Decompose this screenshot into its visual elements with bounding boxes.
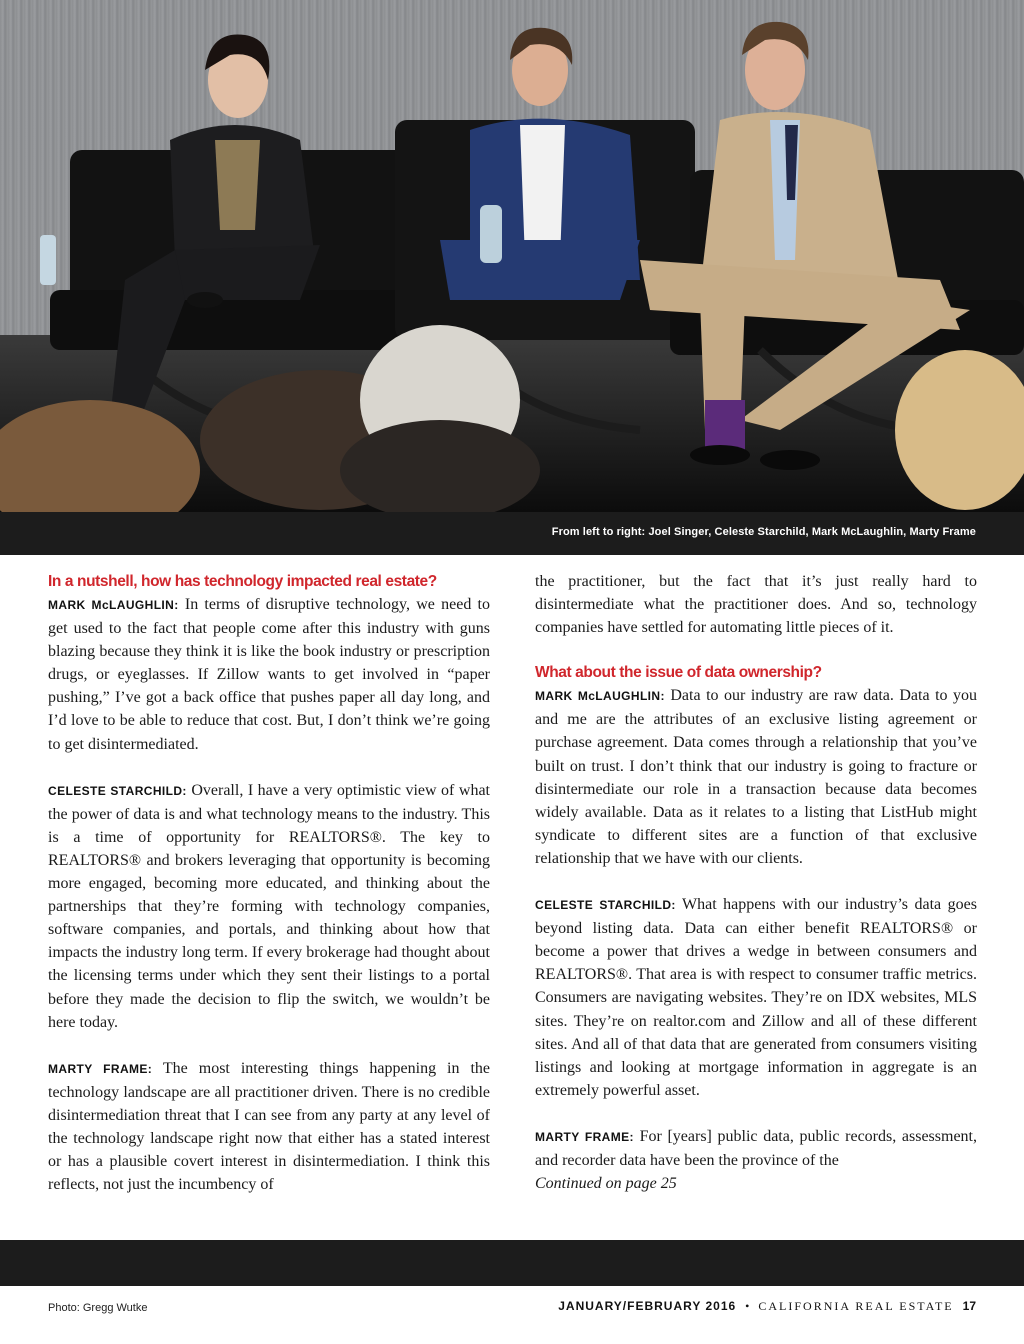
footer-separator: •: [745, 1299, 750, 1313]
issue-date: JANUARY/FEBRUARY 2016: [558, 1299, 737, 1313]
photo-caption: From left to right: Joel Singer, Celeste Starchild, Mark McLaughlin, Marty Frame: [551, 526, 976, 538]
answer-paragraph: [48, 779, 490, 1034]
page-number: 17: [962, 1299, 976, 1313]
answer-paragraph: [535, 1125, 977, 1172]
answer-paragraph: [48, 1057, 490, 1197]
magazine-name: CALIFORNIA REAL ESTATE: [758, 1299, 954, 1313]
answer-text: For [years] public data, public records, assessment, and recorder data have been the province of the: [535, 1127, 977, 1169]
page-footer: [558, 1299, 976, 1314]
answer-text: In terms of disruptive technology, we need to get used to the fact that people come after this industry with guns blazing because they think it is like the book industry or prescription drugs, or eyeglasses. If Zillow wants to get involved in “paper pushing,” I’ve got a back office that pushes paper all day long, and I’d love to be able to reduce that cost. But, I don’t think we’re going to get disintermediated.: [48, 596, 491, 753]
answer-text: The most interesting things happening in the technology landscape are all practitioner driven. There is no credible disintermediation threat that I can see from any party at any level of the technology landscape right now that either has a stated interest or has a plausible covert interest in disintermediation. I think this reflects, not just the incumbency of: [48, 1059, 490, 1194]
caption-bar: [0, 512, 1024, 555]
speaker-name: MARTY FRAME:: [535, 1129, 634, 1144]
answer-paragraph: [535, 570, 977, 639]
continued-note: Continued on page 25: [535, 1175, 677, 1193]
panel-photo: [0, 0, 1024, 512]
panel-photo-illustration: [0, 0, 1024, 512]
answer-paragraph: [535, 684, 977, 870]
answer-text: the practitioner, but the fact that it’s just really hard to disintermediate what the practitioner does. And so, technology companies have settled for automating little pieces of it.: [535, 573, 977, 637]
left-column: [48, 570, 490, 1196]
photo-credit: Photo: Gregg Wutke: [48, 1302, 148, 1314]
speaker-name: CELESTE STARCHILD:: [48, 783, 187, 798]
answer-text: Data to our industry are raw data. Data to you and me are the attributes of an exclusive listing agreement or purchase agreement. Data comes through a relationship that you’ve built on trust. I don’t think that our industry is going to fracture or disintermediate our role in a transaction because data becomes widely available. Data as it relates to a listing that ListHub might syndicate to different sites are a function of that exclusive relationship that we have with our clients.: [535, 687, 978, 867]
question-heading: In a nutshell, how has technology impacted real estate?: [48, 573, 437, 590]
answer-text: What happens with our industry’s data goes beyond listing data. Data can either benefit REALTORS® or become a power that drives a wedge in between consumers and REALTORS®. That area is with respect to consumer traffic metrics. Consumers are navigating websites. They’re on IDX websites, MLS sites. They’re on realtor.com and Zillow and all of these different sites. And all of that data that are generated from consumers visiting listings and looking at mortgage information in aggregate is an extremely powerful asset.: [535, 896, 977, 1099]
answer-paragraph: [535, 893, 977, 1102]
question-heading: What about the issue of data ownership?: [535, 664, 822, 682]
answer-paragraph: [48, 593, 490, 756]
speaker-name: MARTY FRAME:: [48, 1061, 153, 1076]
answer-text: Overall, I have a very optimistic view of what the power of data is and what technology means to the industry. This is a time of opportunity for REALTORS®. The key to REALTORS® and brokers leveraging that opportunity is becoming more engaged, becoming more educated, and thinking about the partnerships that they’re forming with technology companies, software companies, and portals, and thinking about how that impacts the industry long term. If every brokerage had thought about the licensing terms under which they sent their listings to a portal before they made the decision to flip the switch, we wouldn’t be here today.: [48, 781, 491, 1031]
speaker-name: MARK McLAUGHLIN:: [48, 598, 179, 612]
bottom-band: [0, 1240, 1024, 1286]
speaker-name: CELESTE STARCHILD:: [535, 898, 676, 913]
right-column: [535, 570, 977, 1195]
speaker-name: MARK McLAUGHLIN:: [535, 689, 665, 704]
